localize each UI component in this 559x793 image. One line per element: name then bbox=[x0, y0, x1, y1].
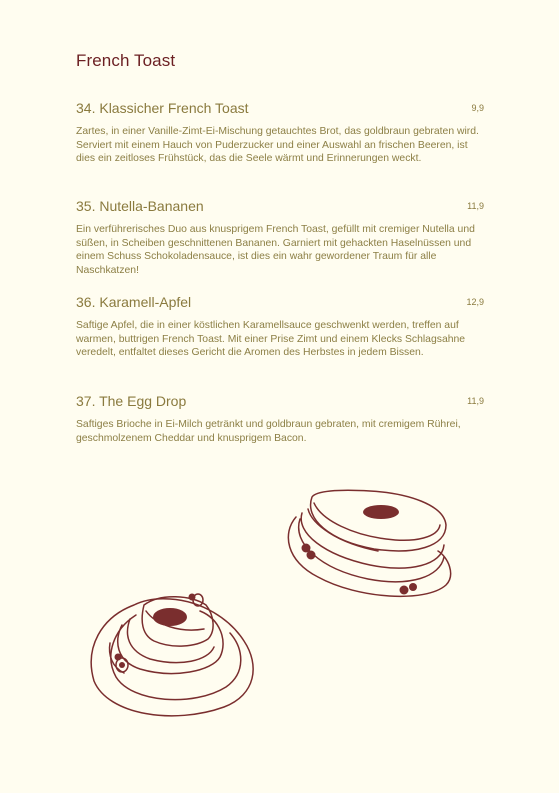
item-price: 12,9 bbox=[466, 297, 484, 307]
menu-item-karamell-apfel bbox=[76, 294, 484, 360]
pancake-stack-icon bbox=[278, 485, 458, 610]
page-title: French Toast bbox=[76, 51, 176, 70]
menu-item-klassicher-french-toast bbox=[76, 100, 484, 166]
item-description: Saftige Apfel, die in einer köstlichen Karamellsauce geschwenkt werden, treffen auf warmen, buttrigen French Toast. Mit einer Prise Zimt und einem Klecks Schlagsahne veredelt, entfaltet dieses Gericht die Aromen des Herbstes in jedem Bissen. bbox=[76, 320, 466, 358]
item-price: 9,9 bbox=[471, 103, 484, 113]
item-name: 37. The Egg Drop bbox=[76, 393, 187, 409]
item-description: Ein verführerisches Duo aus knusprigem French Toast, gefüllt mit cremiger Nutella und süßen, in Scheiben geschnittenen Bananen. Garniert mit gehackten Haselnüssen und einem Schuss Schokoladensauce, ist dies ein wahr gewordener Traum für alle Naschkatzen! bbox=[76, 224, 475, 276]
item-name: 34. Klassicher French Toast bbox=[76, 100, 249, 116]
menu-item-the-egg-drop bbox=[76, 393, 484, 445]
item-name: 35. Nutella-Bananen bbox=[76, 198, 204, 214]
menu-item-nutella-bananen bbox=[76, 198, 484, 277]
item-name: 36. Karamell-Apfel bbox=[76, 294, 192, 310]
item-description: Saftiges Brioche in Ei-Milch getränkt und goldbraun gebraten, mit cremigem Rührei, geschmolzenem Cheddar und knusprigem Bacon. bbox=[76, 419, 461, 444]
french-toast-plate-icon bbox=[84, 585, 259, 725]
item-price: 11,9 bbox=[467, 201, 484, 211]
item-price: 11,9 bbox=[467, 396, 484, 406]
item-description: Zartes, in einer Vanille-Zimt-Ei-Mischung getauchtes Brot, das goldbraun gebraten wird. Serviert mit einem Hauch von Puderzucker und einer Auswahl an frischen Beeren, ist dies ein zeitloses Frühstück, das die Seele wärmt und Erinnerungen weckt. bbox=[76, 126, 479, 164]
